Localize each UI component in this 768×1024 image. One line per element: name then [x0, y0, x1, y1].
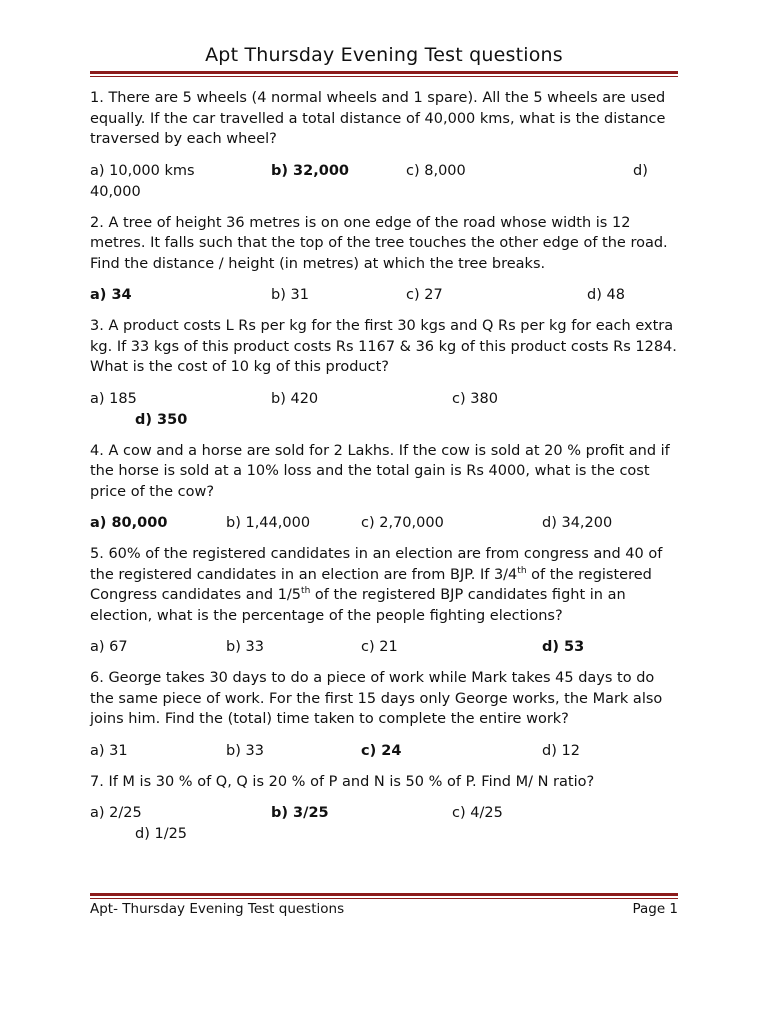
- option-d: d) 1/25: [135, 826, 188, 842]
- question-list: [90, 88, 680, 855]
- option-b: b) 32,000: [271, 162, 350, 179]
- option-d-continued: 40,000: [90, 183, 141, 200]
- answer-options: [90, 389, 680, 430]
- question-text: 3. A product costs L Rs per kg for the first 30 kgs and Q Rs per kg for each extra kg. If 33 kgs of this product costs Rs 1167 & 36 kg of this product costs Rs 1284. What is the cost of 10 kg of this product?: [90, 318, 677, 375]
- option-c: c) 380: [452, 390, 498, 407]
- option-a: a) 80,000: [90, 515, 168, 531]
- question-3: [90, 316, 680, 430]
- option-a: a) 10,000 kms: [90, 162, 195, 179]
- option-c: c) 4/25: [452, 805, 503, 821]
- footer-title: Apt- Thursday Evening Test questions: [90, 901, 345, 917]
- question-6: [90, 668, 680, 761]
- option-d: d) 34,200: [542, 515, 613, 531]
- option-a: a) 2/25: [90, 805, 142, 821]
- answer-options: [90, 803, 680, 844]
- footer-divider: [90, 893, 678, 899]
- option-a: a) 34: [90, 287, 132, 303]
- option-a: a) 67: [90, 639, 128, 655]
- page-number: Page 1: [632, 901, 678, 917]
- question-text-part: of the registered BJP candidates fight in an election, what is the percentage of the people fighting elections?: [90, 587, 626, 624]
- answer-options: [90, 285, 680, 305]
- option-b: b) 33: [226, 742, 264, 759]
- option-c: c) 2,70,000: [361, 515, 444, 531]
- option-b: b) 420: [271, 390, 319, 407]
- question-7: [90, 772, 680, 845]
- answer-options: [90, 513, 680, 533]
- answer-options: [90, 161, 680, 202]
- page-title: Apt Thursday Evening Test questions: [205, 44, 563, 66]
- option-a: a) 31: [90, 742, 128, 759]
- question-text: [90, 544, 680, 626]
- option-c: c) 8,000: [406, 162, 466, 179]
- question-2: [90, 213, 680, 306]
- question-5: [90, 544, 680, 657]
- option-b: b) 3/25: [271, 805, 329, 821]
- option-c: c) 27: [406, 287, 443, 303]
- superscript: th: [517, 565, 527, 576]
- option-c: c) 24: [361, 742, 402, 759]
- answer-options: [90, 637, 680, 657]
- header-divider: [90, 71, 678, 77]
- option-d: d) 350: [135, 411, 188, 428]
- option-d: d) 48: [587, 287, 625, 303]
- question-1: [90, 88, 680, 202]
- superscript: th: [301, 586, 311, 597]
- question-text: 7. If M is 30 % of Q, Q is 20 % of P and N is 50 % of P. Find M/ N ratio?: [90, 773, 595, 790]
- question-text-part: of the registered Congress candidates and 1/5: [90, 566, 652, 603]
- option-b: b) 33: [226, 639, 264, 655]
- question-text-part: 5. 60% of the registered candidates in an election are from congress and 40 of the registered candidates in an election are from BJP. If 3/4: [90, 546, 663, 583]
- option-b: b) 31: [271, 287, 309, 303]
- question-4: [90, 441, 680, 534]
- question-text: 4. A cow and a horse are sold for 2 Lakhs. If the cow is sold at 20 % profit and if the horse is sold at a 10% loss and the total gain is Rs 4000, what is the cost price of the cow?: [90, 442, 670, 500]
- option-d: d): [633, 162, 648, 179]
- question-text: 1. There are 5 wheels (4 normal wheels and 1 spare). All the 5 wheels are used equally. If the car travelled a total distance of 40,000 kms, what is the distance traversed by each wheel?: [90, 90, 666, 147]
- option-c: c) 21: [361, 639, 398, 655]
- question-text: 2. A tree of height 36 metres is on one edge of the road whose width is 12 metres. It falls such that the top of the tree touches the other edge of the road. Find the distance / height (in metres) at which the tree breaks.: [90, 214, 668, 272]
- option-b: b) 1,44,000: [226, 515, 311, 531]
- option-a: a) 185: [90, 390, 137, 407]
- option-d: d) 12: [542, 742, 580, 759]
- answer-options: [90, 741, 680, 761]
- option-d: d) 53: [542, 639, 585, 655]
- question-text: 6. George takes 30 days to do a piece of work while Mark takes 45 days to do the same piece of work. For the first 15 days only George works, the Mark also joins him. Find the (total) time taken to complete the entire work?: [90, 670, 663, 727]
